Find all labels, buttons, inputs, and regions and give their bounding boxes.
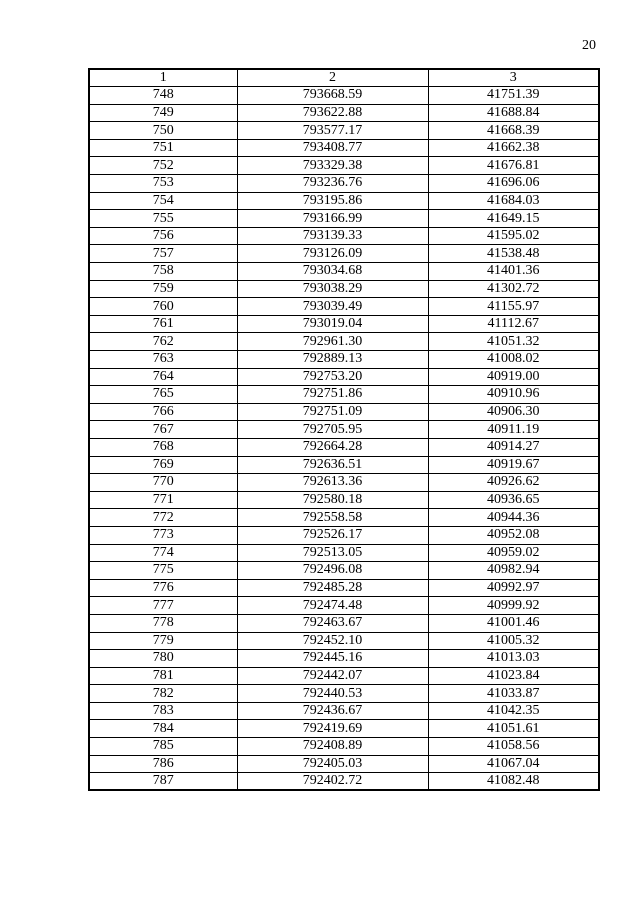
x-coordinate-cell: 792889.13 <box>237 351 428 369</box>
x-coordinate-cell: 793668.59 <box>237 87 428 105</box>
table-row <box>89 438 599 456</box>
y-coordinate-cell: 40999.92 <box>428 597 599 615</box>
x-coordinate-cell: 792440.53 <box>237 685 428 703</box>
table-row <box>89 667 599 685</box>
point-number-cell: 748 <box>89 87 237 105</box>
table-row <box>89 614 599 632</box>
x-coordinate-cell: 793577.17 <box>237 122 428 140</box>
x-coordinate-cell: 793139.33 <box>237 227 428 245</box>
table-row <box>89 157 599 175</box>
point-number-cell: 774 <box>89 544 237 562</box>
point-number-cell: 781 <box>89 667 237 685</box>
x-coordinate-cell: 792705.95 <box>237 421 428 439</box>
x-coordinate-cell: 793034.68 <box>237 263 428 281</box>
point-number-cell: 751 <box>89 139 237 157</box>
y-coordinate-cell: 40992.97 <box>428 579 599 597</box>
point-number-cell: 772 <box>89 509 237 527</box>
table-row <box>89 579 599 597</box>
y-coordinate-cell: 41302.72 <box>428 280 599 298</box>
point-number-cell: 780 <box>89 650 237 668</box>
y-coordinate-cell: 41595.02 <box>428 227 599 245</box>
x-coordinate-cell: 792419.69 <box>237 720 428 738</box>
y-coordinate-cell: 41058.56 <box>428 738 599 756</box>
table-row <box>89 526 599 544</box>
point-number-cell: 777 <box>89 597 237 615</box>
y-coordinate-cell: 41696.06 <box>428 175 599 193</box>
x-coordinate-cell: 792961.30 <box>237 333 428 351</box>
table-row <box>89 755 599 773</box>
table-row <box>89 192 599 210</box>
header-row <box>89 69 599 87</box>
table-row <box>89 122 599 140</box>
y-coordinate-cell: 41751.39 <box>428 87 599 105</box>
point-number-cell: 771 <box>89 491 237 509</box>
table-row <box>89 263 599 281</box>
x-coordinate-cell: 792445.16 <box>237 650 428 668</box>
point-number-cell: 757 <box>89 245 237 263</box>
table-row <box>89 702 599 720</box>
point-number-cell: 752 <box>89 157 237 175</box>
table-row <box>89 773 599 791</box>
y-coordinate-cell: 41051.32 <box>428 333 599 351</box>
point-number-cell: 766 <box>89 403 237 421</box>
point-number-cell: 776 <box>89 579 237 597</box>
y-coordinate-cell: 41051.61 <box>428 720 599 738</box>
y-coordinate-cell: 41033.87 <box>428 685 599 703</box>
table-row <box>89 298 599 316</box>
x-coordinate-cell: 792513.05 <box>237 544 428 562</box>
y-coordinate-cell: 40911.19 <box>428 421 599 439</box>
page-number: 20 <box>582 38 596 53</box>
table-row <box>89 368 599 386</box>
x-coordinate-cell: 792558.58 <box>237 509 428 527</box>
point-number-cell: 778 <box>89 614 237 632</box>
y-coordinate-cell: 40919.00 <box>428 368 599 386</box>
table-row <box>89 280 599 298</box>
y-coordinate-cell: 40926.62 <box>428 474 599 492</box>
y-coordinate-cell: 41042.35 <box>428 702 599 720</box>
x-coordinate-cell: 792496.08 <box>237 562 428 580</box>
table-row <box>89 685 599 703</box>
point-number-cell: 779 <box>89 632 237 650</box>
x-coordinate-cell: 792526.17 <box>237 526 428 544</box>
x-coordinate-cell: 793019.04 <box>237 315 428 333</box>
y-coordinate-cell: 41662.38 <box>428 139 599 157</box>
point-number-cell: 761 <box>89 315 237 333</box>
y-coordinate-cell: 41023.84 <box>428 667 599 685</box>
y-coordinate-cell: 40959.02 <box>428 544 599 562</box>
x-coordinate-cell: 793039.49 <box>237 298 428 316</box>
table-row <box>89 333 599 351</box>
y-coordinate-cell: 41668.39 <box>428 122 599 140</box>
point-number-cell: 769 <box>89 456 237 474</box>
table-row <box>89 562 599 580</box>
table-row <box>89 315 599 333</box>
point-number-cell: 754 <box>89 192 237 210</box>
point-number-cell: 783 <box>89 702 237 720</box>
point-number-cell: 775 <box>89 562 237 580</box>
x-coordinate-cell: 792636.51 <box>237 456 428 474</box>
table-row <box>89 227 599 245</box>
y-coordinate-cell: 40952.08 <box>428 526 599 544</box>
point-number-cell: 782 <box>89 685 237 703</box>
column-header-1: 1 <box>89 69 237 87</box>
table-row <box>89 597 599 615</box>
point-number-cell: 762 <box>89 333 237 351</box>
table-row <box>89 139 599 157</box>
point-number-cell: 753 <box>89 175 237 193</box>
point-number-cell: 755 <box>89 210 237 228</box>
x-coordinate-cell: 792751.86 <box>237 386 428 404</box>
y-coordinate-cell: 41688.84 <box>428 104 599 122</box>
y-coordinate-cell: 41112.67 <box>428 315 599 333</box>
point-number-cell: 773 <box>89 526 237 544</box>
y-coordinate-cell: 41649.15 <box>428 210 599 228</box>
table-row <box>89 738 599 756</box>
x-coordinate-cell: 792580.18 <box>237 491 428 509</box>
x-coordinate-cell: 793195.86 <box>237 192 428 210</box>
x-coordinate-cell: 792751.09 <box>237 403 428 421</box>
y-coordinate-cell: 41067.04 <box>428 755 599 773</box>
table-row <box>89 456 599 474</box>
x-coordinate-cell: 793622.88 <box>237 104 428 122</box>
x-coordinate-cell: 792463.67 <box>237 614 428 632</box>
x-coordinate-cell: 793329.38 <box>237 157 428 175</box>
point-number-cell: 758 <box>89 263 237 281</box>
x-coordinate-cell: 793236.76 <box>237 175 428 193</box>
point-number-cell: 763 <box>89 351 237 369</box>
y-coordinate-cell: 40910.96 <box>428 386 599 404</box>
x-coordinate-cell: 793126.09 <box>237 245 428 263</box>
coordinates-table <box>88 68 600 791</box>
table-row <box>89 650 599 668</box>
y-coordinate-cell: 40919.67 <box>428 456 599 474</box>
table-row <box>89 210 599 228</box>
y-coordinate-cell: 41401.36 <box>428 263 599 281</box>
point-number-cell: 759 <box>89 280 237 298</box>
point-number-cell: 784 <box>89 720 237 738</box>
table-row <box>89 351 599 369</box>
point-number-cell: 768 <box>89 438 237 456</box>
y-coordinate-cell: 41538.48 <box>428 245 599 263</box>
x-coordinate-cell: 792402.72 <box>237 773 428 791</box>
y-coordinate-cell: 40982.94 <box>428 562 599 580</box>
point-number-cell: 764 <box>89 368 237 386</box>
column-header-3: 3 <box>428 69 599 87</box>
table-header <box>89 69 599 87</box>
y-coordinate-cell: 41684.03 <box>428 192 599 210</box>
x-coordinate-cell: 793038.29 <box>237 280 428 298</box>
x-coordinate-cell: 792474.48 <box>237 597 428 615</box>
table-row <box>89 87 599 105</box>
y-coordinate-cell: 41008.02 <box>428 351 599 369</box>
table-row <box>89 544 599 562</box>
y-coordinate-cell: 41001.46 <box>428 614 599 632</box>
point-number-cell: 750 <box>89 122 237 140</box>
table-row <box>89 403 599 421</box>
table-row <box>89 474 599 492</box>
point-number-cell: 770 <box>89 474 237 492</box>
table-body <box>89 87 599 791</box>
y-coordinate-cell: 41005.32 <box>428 632 599 650</box>
table-row <box>89 509 599 527</box>
point-number-cell: 787 <box>89 773 237 791</box>
y-coordinate-cell: 40944.36 <box>428 509 599 527</box>
point-number-cell: 786 <box>89 755 237 773</box>
y-coordinate-cell: 40936.65 <box>428 491 599 509</box>
y-coordinate-cell: 41082.48 <box>428 773 599 791</box>
x-coordinate-cell: 792408.89 <box>237 738 428 756</box>
point-number-cell: 785 <box>89 738 237 756</box>
x-coordinate-cell: 792452.10 <box>237 632 428 650</box>
table-row <box>89 175 599 193</box>
table-row <box>89 104 599 122</box>
x-coordinate-cell: 792442.07 <box>237 667 428 685</box>
table-row <box>89 245 599 263</box>
y-coordinate-cell: 40914.27 <box>428 438 599 456</box>
x-coordinate-cell: 792664.28 <box>237 438 428 456</box>
x-coordinate-cell: 792436.67 <box>237 702 428 720</box>
table-row <box>89 491 599 509</box>
x-coordinate-cell: 792405.03 <box>237 755 428 773</box>
y-coordinate-cell: 40906.30 <box>428 403 599 421</box>
point-number-cell: 749 <box>89 104 237 122</box>
y-coordinate-cell: 41013.03 <box>428 650 599 668</box>
point-number-cell: 765 <box>89 386 237 404</box>
y-coordinate-cell: 41676.81 <box>428 157 599 175</box>
x-coordinate-cell: 792753.20 <box>237 368 428 386</box>
x-coordinate-cell: 792485.28 <box>237 579 428 597</box>
column-header-2: 2 <box>237 69 428 87</box>
point-number-cell: 760 <box>89 298 237 316</box>
x-coordinate-cell: 793166.99 <box>237 210 428 228</box>
table-row <box>89 386 599 404</box>
point-number-cell: 767 <box>89 421 237 439</box>
table-row <box>89 421 599 439</box>
x-coordinate-cell: 792613.36 <box>237 474 428 492</box>
table-row <box>89 632 599 650</box>
point-number-cell: 756 <box>89 227 237 245</box>
table-row <box>89 720 599 738</box>
x-coordinate-cell: 793408.77 <box>237 139 428 157</box>
y-coordinate-cell: 41155.97 <box>428 298 599 316</box>
